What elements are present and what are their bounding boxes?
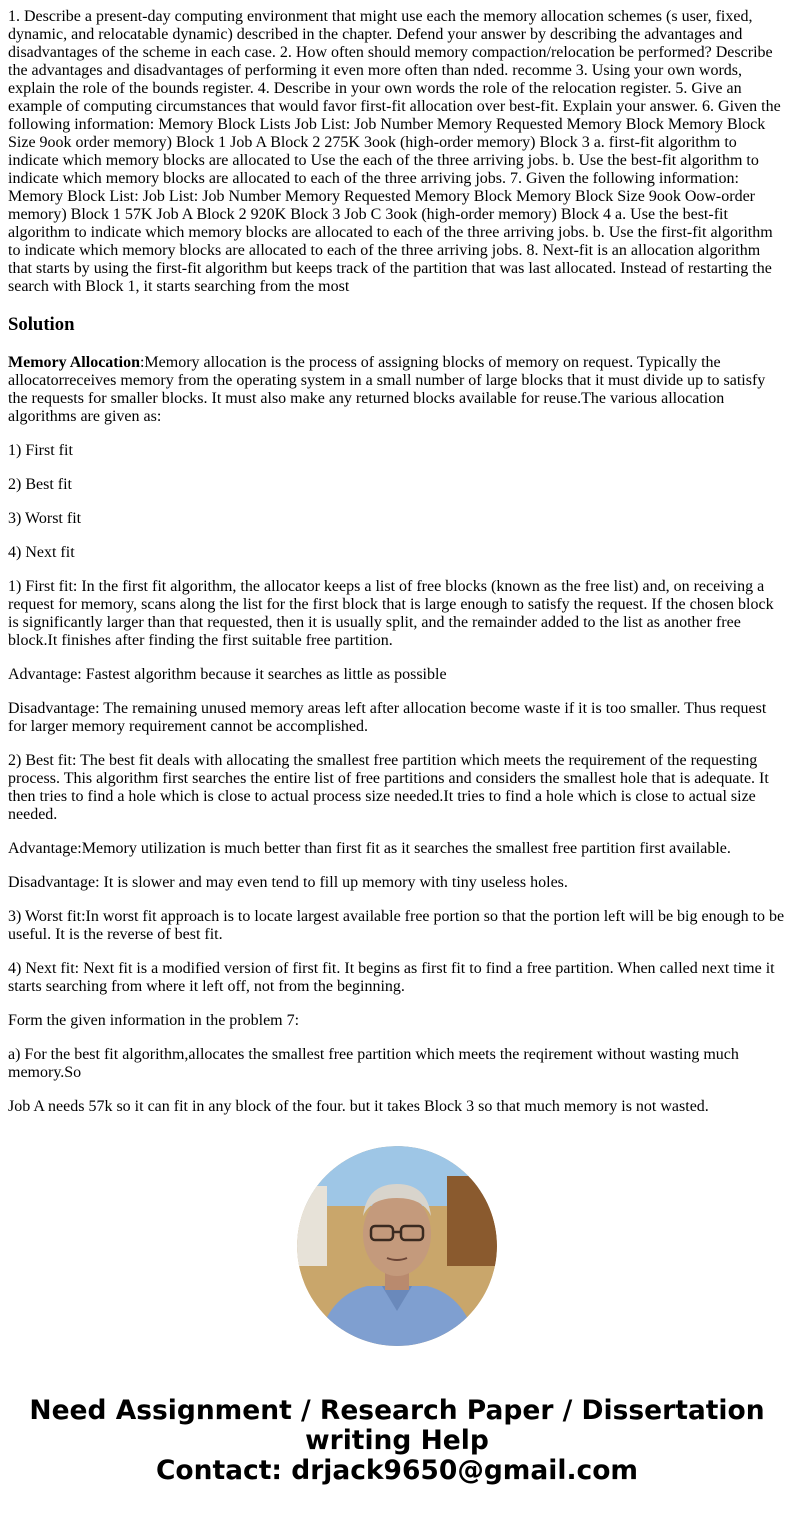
next-fit-description: 4) Next fit: Next fit is a modified version of first fit. It begins as first fit to find a free partition. When called next time it starts searching from where it left off, not from the beginning. <box>8 960 775 995</box>
intro-text: :Memory allocation is the process of assigning blocks of memory on request. Typically the allocatorreceives memory from the operating system in a small number of large blocks that it must divide up to satisfy the requests for smaller blocks. It must also make any returned blocks available for reuse.The various allocation algorithms are given as: <box>8 354 766 425</box>
problem-7-part-a: a) For the best fit algorithm,allocates the smallest free partition which meets the reqirement without wasting much memory.So <box>8 1046 739 1081</box>
worst-fit-description: 3) Worst fit:In worst fit approach is to locate largest available free portion so that the portion left will be big enough to be useful. It is the reverse of best fit. <box>8 908 785 943</box>
intro-term: Memory Allocation <box>8 354 140 371</box>
intro-paragraph <box>8 354 786 426</box>
first-fit-description: 1) First fit: In the first fit algorithm, the allocator keeps a list of free blocks (known as the free list) and, on receiving a request for memory, scans along the list for the first block that is large enough to satisfy the request. If the chosen block is significantly larger than that requested, then it is usually split, and the remainder added to the list as another free block.It finishes after finding the first suitable free partition. <box>8 578 774 649</box>
list-item-worst-fit: 3) Worst fit <box>8 510 82 527</box>
avatar <box>297 1146 497 1346</box>
list-item-first-fit: 1) First fit <box>8 442 73 459</box>
problem-7-answer: Job A needs 57k so it can fit in any block of the four. but it takes Block 3 so that much memory is not wasted. <box>8 1098 709 1115</box>
best-fit-advantage: Advantage:Memory utilization is much better than first fit as it searches the smallest free partition first available. <box>8 840 731 857</box>
banner-line-2: writing Help <box>305 1425 489 1456</box>
banner-line-1: Need Assignment / Research Paper / Dissertation <box>29 1395 765 1426</box>
problem-7-intro: Form the given information in the problem 7: <box>8 1012 300 1029</box>
list-item-next-fit: 4) Next fit <box>8 544 75 561</box>
best-fit-disadvantage: Disadvantage: It is slower and may even tend to fill up memory with tiny useless holes. <box>8 874 568 891</box>
best-fit-description: 2) Best fit: The best fit deals with allocating the smallest free partition which meets the requirement of the requesting process. This algorithm first searches the entire list of free partitions and considers the smallest hole that is adequate. It then tries to find a hole which is close to actual process size needed.It tries to find a hole which is close to actual size needed. <box>8 752 769 823</box>
first-fit-advantage: Advantage: Fastest algorithm because it searches as little as possible <box>8 666 447 683</box>
solution-heading: Solution <box>8 314 75 335</box>
list-item-best-fit: 2) Best fit <box>8 476 72 493</box>
avatar-container <box>8 1146 786 1346</box>
promo-banner <box>8 1396 786 1486</box>
question-text: 1. Describe a present-day computing environment that might use each the memory allocation schemes (s user, fixed, dynamic, and relocatable dynamic) described in the chapter. Defend your answer by describing the advantages and disadvantages of the scheme in each case. 2. How often should memory compaction/relocation be performed? Describe the advantages and disadvantages of performing it even more often than nded. recomme 3. Using your own words, explain the role of the bounds register. 4. Describe in your own words the role of the relocation register. 5. Give an example of computing circumstances that would favor first-fit allocation over best-fit. Explain your answer. 6. Given the following information: Memory Block Lists Job List: Job Number Memory Requested Memory Block Memory Block Size 9ook order memory) Block 1 Job A Block 2 275K 3ook (high-order memory) Block 3 a. first-fit algorithm to indicate which memory blocks are allocated to Use the each of the three arriving jobs. b. Use the best-fit algorithm to indicate which memory blocks are allocated to each of the three arriving jobs. 7. Given the following information: Memory Block List: Job List: Job Number Memory Requested Memory Block Memory Block Size 9ook Oow-order memory) Block 1 57K Job A Block 2 920K Block 3 Job C 3ook (high-order memory) Block 4 a. Use the best-fit algorithm to indicate which memory blocks are allocated to each of the three arriving jobs. b. Use the first-fit algorithm to indicate which memory blocks are allocated to each of the three arriving jobs. 8. Next-fit is an allocation algorithm that starts by using the first-fit algorithm but keeps track of the partition that was last allocated. Instead of restarting the search with Block 1, it starts searching from the most <box>8 8 781 295</box>
banner-contact: Contact: drjack9650@gmail.com <box>155 1455 639 1486</box>
first-fit-disadvantage: Disadvantage: The remaining unused memory areas left after allocation become waste if it is too smaller. Thus request for larger memory requirement cannot be accomplished. <box>8 700 767 735</box>
